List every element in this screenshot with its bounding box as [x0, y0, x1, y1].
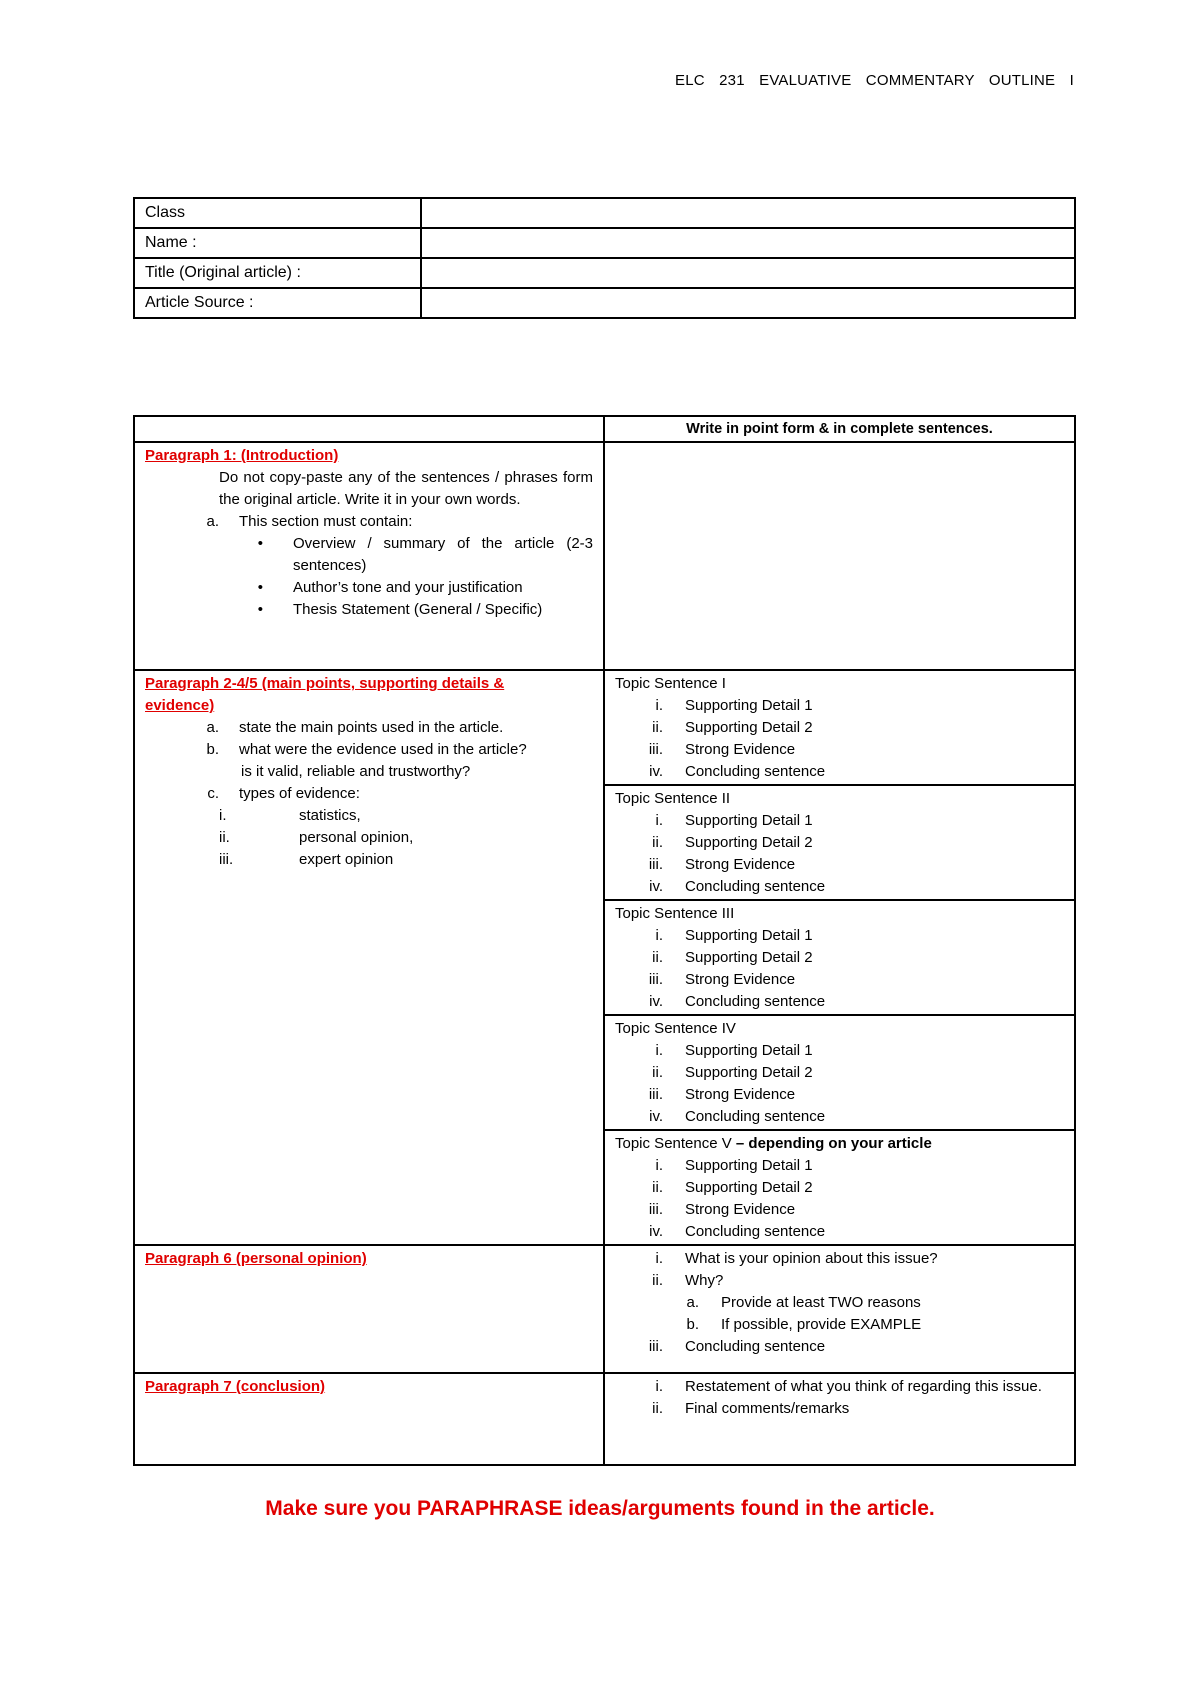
list-marker: ii.	[652, 1064, 663, 1081]
list-text: Supporting Detail 1	[685, 1042, 813, 1059]
topic-sentence-3-cell[interactable]	[604, 900, 1075, 1015]
list-marker: i.	[655, 927, 663, 944]
list-item	[615, 1106, 1064, 1128]
list-item	[615, 1062, 1064, 1084]
list-item	[145, 511, 593, 533]
list-marker: c.	[207, 785, 219, 802]
list-item	[615, 991, 1064, 1013]
list-text: Concluding sentence	[685, 1338, 826, 1355]
sub-list-item	[615, 1292, 1064, 1314]
list-item	[615, 1155, 1064, 1177]
list-text: Supporting Detail 1	[685, 927, 813, 944]
bullet-icon: •	[257, 579, 263, 596]
paragraph-7-heading: Paragraph 7 (conclusion)	[145, 1378, 326, 1395]
list-item	[615, 1221, 1064, 1243]
list-marker: iv.	[649, 1108, 663, 1125]
list-text: Concluding sentence	[685, 993, 826, 1010]
list-item	[615, 1199, 1064, 1221]
list-item	[615, 832, 1064, 854]
topic-sentence-1-cell[interactable]	[604, 670, 1075, 785]
paragraph-1-row	[134, 442, 1075, 670]
list-marker: a.	[686, 1294, 699, 1311]
paraphrase-reminder: Make sure you PARAPHRASE ideas/arguments found in the article.	[265, 1497, 935, 1520]
list-text: Supporting Detail 2	[685, 949, 813, 966]
bullet-icon: •	[257, 601, 263, 618]
outline-table	[133, 415, 1076, 1466]
list-item	[615, 717, 1064, 739]
list-item	[615, 1376, 1064, 1398]
list-marker: iii.	[648, 741, 663, 758]
topic-sentence-title: Topic Sentence III	[615, 905, 735, 922]
list-text: Supporting Detail 2	[685, 1179, 813, 1196]
paragraph-7-instructions	[134, 1373, 604, 1465]
paragraph-2-instructions	[134, 670, 604, 1245]
list-item	[615, 761, 1064, 783]
list-marker: a.	[206, 719, 219, 736]
list-text: Strong Evidence	[685, 1086, 796, 1103]
list-text: Concluding sentence	[685, 763, 826, 780]
list-marker: ii.	[652, 834, 663, 851]
list-text: Supporting Detail 1	[685, 697, 813, 714]
list-marker: iii.	[219, 851, 234, 868]
header-left-cell	[134, 416, 604, 442]
list-text: Supporting Detail 1	[685, 812, 813, 829]
source-label: Article Source :	[134, 288, 421, 318]
list-marker: i.	[655, 1250, 663, 1267]
paragraph-1-intro: Do not copy-paste any of the sentences / phrases form the original article. Write it in your own words.	[219, 469, 593, 508]
list-item	[615, 1398, 1064, 1420]
list-item	[615, 947, 1064, 969]
list-marker: iii.	[648, 1338, 663, 1355]
list-item	[615, 810, 1064, 832]
topic-sentence-title: Topic Sentence IV	[615, 1020, 736, 1037]
paragraph-1-instructions	[134, 442, 604, 670]
paragraph-6-answer-cell[interactable]	[604, 1245, 1075, 1373]
list-marker: b.	[206, 741, 219, 758]
sub-list-item	[615, 1314, 1064, 1336]
list-item	[615, 969, 1064, 991]
topic-sentence-title: Topic Sentence I	[615, 675, 726, 692]
list-marker: i.	[655, 697, 663, 714]
source-value[interactable]	[421, 288, 1075, 318]
bullet-icon: •	[257, 535, 263, 552]
list-text: What is your opinion about this issue?	[685, 1250, 938, 1267]
list-item	[615, 1248, 1064, 1270]
list-text: Concluding sentence	[685, 1223, 826, 1240]
list-item	[145, 783, 593, 805]
name-label: Name :	[134, 228, 421, 258]
paragraph-2-heading: Paragraph 2-4/5 (main points, supporting details & evidence)	[145, 675, 505, 714]
list-item	[615, 876, 1064, 898]
paragraph-1-answer-cell[interactable]	[604, 442, 1075, 670]
document-header: ELC 231 EVALUATIVE COMMENTARY OUTLINE I	[674, 72, 1074, 89]
bullet-item	[145, 577, 593, 599]
list-marker: iv.	[649, 1223, 663, 1240]
list-item	[615, 1040, 1064, 1062]
list-marker: iii.	[648, 971, 663, 988]
list-text: Supporting Detail 2	[685, 1064, 813, 1081]
list-marker: i.	[655, 812, 663, 829]
list-item	[615, 739, 1064, 761]
paragraph-6-instructions	[134, 1245, 604, 1373]
list-marker: i.	[655, 1378, 663, 1395]
list-marker: ii.	[652, 719, 663, 736]
list-marker: i.	[655, 1157, 663, 1174]
list-text: Concluding sentence	[685, 1108, 826, 1125]
topic-sentence-title: Topic Sentence II	[615, 790, 731, 807]
paragraph-6-heading: Paragraph 6 (personal opinion)	[145, 1250, 367, 1267]
list-marker: iv.	[649, 763, 663, 780]
bullet-item	[145, 533, 593, 577]
list-text: state the main points used in the article.	[239, 719, 504, 736]
list-item	[145, 827, 593, 849]
info-row-name	[134, 228, 1075, 258]
topic-sentence-title-text: Topic Sentence V	[615, 1135, 732, 1152]
list-item	[615, 1177, 1064, 1199]
info-row-class	[134, 198, 1075, 228]
list-marker: a.	[206, 513, 219, 530]
list-marker: ii.	[652, 1272, 663, 1289]
bullet-text: Author’s tone and your justification	[293, 579, 523, 596]
outline-header-row	[134, 416, 1075, 442]
list-text: statistics,	[299, 807, 361, 824]
class-value[interactable]	[421, 198, 1075, 228]
bullet-item	[145, 599, 593, 621]
list-text: Strong Evidence	[685, 856, 796, 873]
list-text: expert opinion	[299, 851, 394, 868]
list-text: what were the evidence used in the article?	[239, 741, 527, 758]
info-row-source	[134, 288, 1075, 318]
list-text: Supporting Detail 2	[685, 834, 813, 851]
list-continuation: is it valid, reliable and trustworthy?	[241, 763, 471, 780]
list-text: Why?	[685, 1272, 724, 1289]
list-marker: i.	[219, 807, 227, 824]
bullet-text: Overview / summary of the article (2-3 sentences)	[293, 535, 593, 574]
list-item	[615, 1270, 1064, 1292]
topic-sentence-title	[615, 1133, 1064, 1155]
list-text: types of evidence:	[239, 785, 360, 802]
paragraph-1-heading: Paragraph 1: (Introduction)	[145, 447, 339, 464]
list-text: Strong Evidence	[685, 971, 796, 988]
student-info-table	[133, 197, 1076, 319]
list-item	[145, 805, 593, 827]
list-item	[615, 695, 1064, 717]
paragraph-7-row	[134, 1373, 1075, 1465]
paragraph-6-row	[134, 1245, 1075, 1373]
name-value[interactable]	[421, 228, 1075, 258]
right-column-header: Write in point form & in complete sentences.	[604, 416, 1075, 442]
list-item	[615, 854, 1064, 876]
list-item	[615, 925, 1064, 947]
list-text: Supporting Detail 1	[685, 1157, 813, 1174]
list-item	[145, 739, 593, 761]
list-text: Final comments/remarks	[685, 1400, 850, 1417]
paragraph-7-answer-cell[interactable]	[604, 1373, 1075, 1465]
list-marker: iv.	[649, 993, 663, 1010]
list-marker: ii.	[219, 829, 230, 846]
bullet-text: Thesis Statement (General / Specific)	[293, 601, 543, 618]
list-item	[615, 1336, 1064, 1358]
topic-sentence-5-cell[interactable]	[604, 1130, 1075, 1245]
list-marker: iii.	[648, 1086, 663, 1103]
topic-sentence-title-extra: – depending on your article	[731, 1135, 932, 1152]
title-value[interactable]	[421, 258, 1075, 288]
list-marker: b.	[686, 1316, 699, 1333]
list-item	[145, 849, 593, 871]
topic-sentence-2-cell[interactable]	[604, 785, 1075, 900]
list-marker: ii.	[652, 1179, 663, 1196]
list-text: Supporting Detail 2	[685, 719, 813, 736]
info-row-title	[134, 258, 1075, 288]
list-marker: iii.	[648, 1201, 663, 1218]
list-marker: iv.	[649, 878, 663, 895]
list-text: Provide at least TWO reasons	[721, 1294, 921, 1311]
topic-sentence-4-cell[interactable]	[604, 1015, 1075, 1130]
title-label: Title (Original article) :	[134, 258, 421, 288]
list-text: Strong Evidence	[685, 741, 796, 758]
list-marker: iii.	[648, 856, 663, 873]
list-item	[615, 1084, 1064, 1106]
list-text: This section must contain:	[239, 513, 413, 530]
list-text: personal opinion,	[299, 829, 414, 846]
list-item	[145, 717, 593, 739]
list-marker: ii.	[652, 949, 663, 966]
paragraph-2-row	[134, 670, 1075, 785]
list-marker: i.	[655, 1042, 663, 1059]
list-text: Strong Evidence	[685, 1201, 796, 1218]
list-marker: ii.	[652, 1400, 663, 1417]
class-label: Class	[134, 198, 421, 228]
list-text: Concluding sentence	[685, 878, 826, 895]
list-text: If possible, provide EXAMPLE	[721, 1316, 922, 1333]
list-text: Restatement of what you think of regarding this issue.	[685, 1378, 1042, 1395]
